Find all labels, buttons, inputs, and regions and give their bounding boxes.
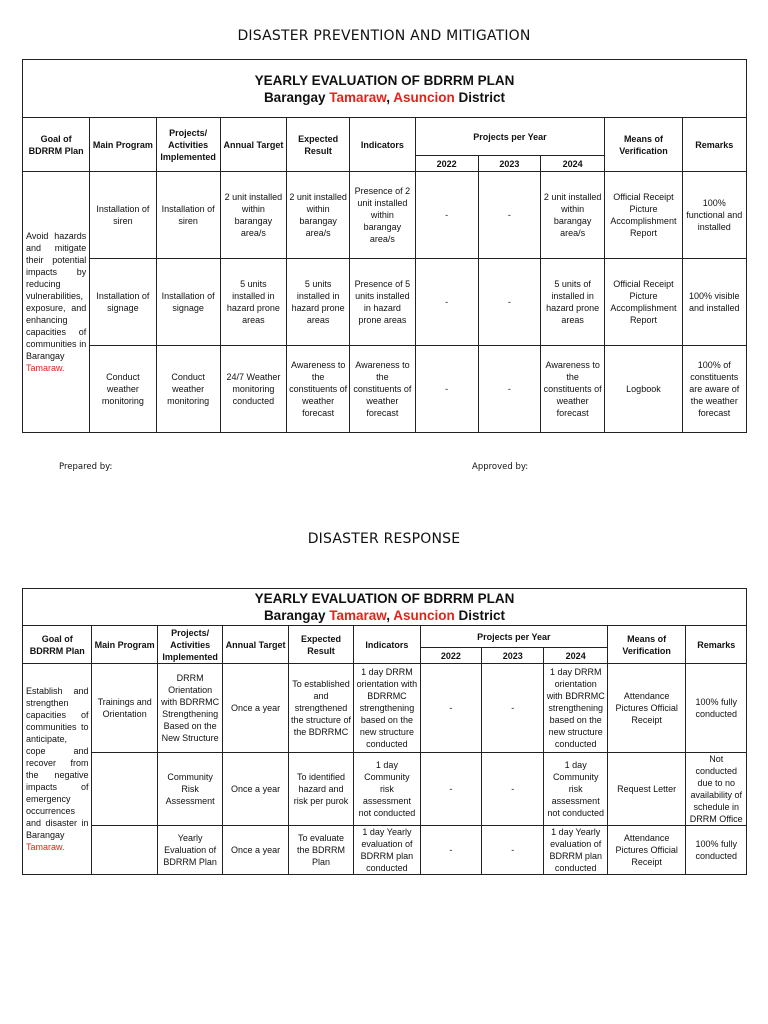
cell-means: Attendance Pictures Official Receipt bbox=[607, 826, 686, 875]
barangay-name: Tamaraw bbox=[329, 89, 387, 105]
approved-by-label: Approved by: bbox=[472, 462, 529, 472]
cell-remarks: 100% fully conducted bbox=[686, 826, 747, 875]
cell-indicators: 1 day Community risk assessment not conducted bbox=[354, 753, 420, 826]
cell-2024: 1 day DRRM orientation with BDRRMC strengthening based on the new structure conducted bbox=[544, 664, 607, 753]
header-remarks: Remarks bbox=[686, 626, 747, 664]
table-row bbox=[23, 664, 747, 753]
header-goal: Goal of BDRRM Plan bbox=[23, 626, 92, 664]
header-expected-result: Expected Result bbox=[288, 626, 353, 664]
cell-means: Request Letter bbox=[607, 753, 686, 826]
header-year-2022: 2022 bbox=[420, 648, 481, 664]
header-projects: Projects/ Activities Implemented bbox=[157, 626, 222, 664]
cell-main-program-empty bbox=[92, 826, 157, 875]
cell-expected-result: Awareness to the constituents of weather forecast bbox=[287, 346, 350, 433]
cell-remarks: 100% of constituents are aware of the weather forecast bbox=[682, 346, 746, 433]
cell-expected-result: 2 unit installed within barangay area/s bbox=[287, 172, 350, 259]
cell-expected-result: 5 units installed in hazard prone areas bbox=[287, 259, 350, 346]
cell-annual-target: 2 unit installed within barangay area/s bbox=[220, 172, 286, 259]
district-name: Asuncion bbox=[393, 89, 455, 105]
section-title-prevention: DISASTER PREVENTION AND MITIGATION bbox=[237, 28, 531, 44]
cell-2024: 1 day Community risk assessment not conducted bbox=[544, 753, 607, 826]
cell-remarks: 100% functional and installed bbox=[682, 172, 746, 259]
cell-annual-target: Once a year bbox=[223, 753, 288, 826]
cell-indicators: 1 day DRRM orientation with BDRRMC strengthening based on the new structure conducted bbox=[354, 664, 420, 753]
cell-means: Logbook bbox=[605, 346, 682, 433]
table-row bbox=[23, 753, 747, 826]
cell-2022: - bbox=[415, 172, 478, 259]
cell-2023: - bbox=[478, 172, 540, 259]
table-row bbox=[23, 259, 747, 346]
cell-2022: - bbox=[415, 259, 478, 346]
cell-2023: - bbox=[482, 826, 544, 875]
cell-annual-target: 5 units installed in hazard prone areas bbox=[220, 259, 286, 346]
cell-expected-result: To established and strengthened the structure of the BDRRMC bbox=[288, 664, 353, 753]
header-projects: Projects/ Activities Implemented bbox=[156, 118, 220, 172]
cell-indicators: Awareness to the constituents of weather forecast bbox=[350, 346, 415, 433]
cell-main-program: Trainings and Orientation bbox=[92, 664, 157, 753]
header-indicators: Indicators bbox=[354, 626, 420, 664]
cell-means: Attendance Pictures Official Receipt bbox=[607, 664, 686, 753]
cell-2024: 5 units of installed in hazard prone areas bbox=[541, 259, 605, 346]
cell-annual-target: Once a year bbox=[223, 826, 288, 875]
header-year-2024: 2024 bbox=[544, 648, 607, 664]
cell-annual-target: 24/7 Weather monitoring conducted bbox=[220, 346, 286, 433]
evaluation-table-response bbox=[22, 588, 747, 875]
cell-indicators: Presence of 5 units installed in hazard prone areas bbox=[350, 259, 415, 346]
cell-indicators: 1 day Yearly evaluation of BDRRM plan conducted bbox=[354, 826, 420, 875]
cell-project: DRRM Orientation with BDRRMC Strengthening Based on the New Structure bbox=[157, 664, 222, 753]
evaluation-table-prevention bbox=[22, 59, 747, 433]
cell-main-program-empty bbox=[92, 753, 157, 826]
cell-project: Community Risk Assessment bbox=[157, 753, 222, 826]
header-main-program: Main Program bbox=[92, 626, 157, 664]
caption-title: YEARLY EVALUATION OF BDRRM PLAN bbox=[254, 72, 515, 88]
cell-project: Installation of signage bbox=[156, 259, 220, 346]
caption-location: Barangay Tamaraw, Asuncion District bbox=[263, 89, 506, 105]
cell-2024: Awareness to the constituents of weather forecast bbox=[541, 346, 605, 433]
prepared-by-label: Prepared by: bbox=[59, 462, 113, 472]
cell-main-program: Installation of siren bbox=[90, 172, 156, 259]
cell-2023: - bbox=[482, 753, 544, 826]
cell-2023: - bbox=[478, 346, 540, 433]
header-year-2023: 2023 bbox=[482, 648, 544, 664]
goal-cell: Avoid hazards and mitigate their potential impacts by reducing vulnerabilities, exposure, and enhancing capacities of communities in Barangay Tamaraw. bbox=[23, 172, 90, 433]
cell-means: Official Receipt Picture Accomplishment Report bbox=[605, 172, 682, 259]
header-year-2024: 2024 bbox=[541, 156, 605, 172]
header-expected-result: Expected Result bbox=[287, 118, 350, 172]
cell-2023: - bbox=[482, 664, 544, 753]
goal-barangay-highlight: Tamaraw. bbox=[26, 363, 65, 373]
header-year-2022: 2022 bbox=[415, 156, 478, 172]
section-title-response: DISASTER RESPONSE bbox=[307, 531, 461, 547]
cell-project: Installation of siren bbox=[156, 172, 220, 259]
cell-2024: 1 day Yearly evaluation of BDRRM plan conducted bbox=[544, 826, 607, 875]
cell-2022: - bbox=[415, 346, 478, 433]
cell-remarks: 100% fully conducted bbox=[686, 664, 747, 753]
cell-main-program: Installation of signage bbox=[90, 259, 156, 346]
table-caption bbox=[23, 60, 747, 118]
header-annual-target: Annual Target bbox=[223, 626, 288, 664]
cell-remarks: Not conducted due to no availability of schedule in DRRM Office bbox=[686, 753, 747, 826]
goal-barangay-highlight: Tamaraw. bbox=[26, 842, 65, 852]
header-indicators: Indicators bbox=[350, 118, 415, 172]
cell-project: Conduct weather monitoring bbox=[156, 346, 220, 433]
table-row bbox=[23, 346, 747, 433]
table-row bbox=[23, 172, 747, 259]
header-means: Means of Verification bbox=[607, 626, 686, 664]
caption-title: YEARLY EVALUATION OF BDRRM PLAN bbox=[254, 591, 515, 606]
cell-2022: - bbox=[420, 753, 481, 826]
header-year-2023: 2023 bbox=[478, 156, 540, 172]
header-remarks: Remarks bbox=[682, 118, 746, 172]
header-projects-per-year: Projects per Year bbox=[415, 118, 605, 156]
cell-2024: 2 unit installed within barangay area/s bbox=[541, 172, 605, 259]
header-means: Means of Verification bbox=[605, 118, 682, 172]
cell-means: Official Receipt Picture Accomplishment Report bbox=[605, 259, 682, 346]
cell-2023: - bbox=[478, 259, 540, 346]
cell-expected-result: To identified hazard and risk per purok bbox=[288, 753, 353, 826]
header-projects-per-year: Projects per Year bbox=[420, 626, 607, 648]
caption-location: Barangay Tamaraw, Asuncion District bbox=[263, 608, 506, 623]
cell-2022: - bbox=[420, 664, 481, 753]
cell-project: Yearly Evaluation of BDRRM Plan bbox=[157, 826, 222, 875]
cell-expected-result: To evaluate the BDRRM Plan bbox=[288, 826, 353, 875]
cell-annual-target: Once a year bbox=[223, 664, 288, 753]
table-row bbox=[23, 826, 747, 875]
goal-cell: Establish and strengthen capacities of communities to anticipate, cope and recover from the negative impacts of emergency occurrences and disaster in Barangay Tamaraw. bbox=[23, 664, 92, 875]
header-goal: Goal of BDRRM Plan bbox=[23, 118, 90, 172]
table-caption bbox=[23, 589, 747, 626]
district-name: Asuncion bbox=[393, 608, 455, 623]
barangay-name: Tamaraw bbox=[329, 608, 387, 623]
cell-indicators: Presence of 2 unit installed within barangay area/s bbox=[350, 172, 415, 259]
header-annual-target: Annual Target bbox=[220, 118, 286, 172]
cell-remarks: 100% visible and installed bbox=[682, 259, 746, 346]
cell-2022: - bbox=[420, 826, 481, 875]
cell-main-program: Conduct weather monitoring bbox=[90, 346, 156, 433]
header-main-program: Main Program bbox=[90, 118, 156, 172]
